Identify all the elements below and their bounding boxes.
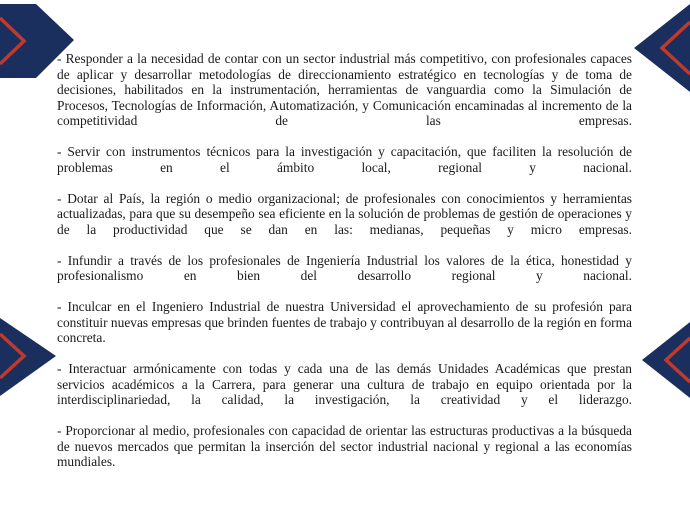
paragraph-new-markets: - Proporcionar al medio, profesionales con capacidad de orientar las estructuras productivas a la búsqueda de nuevos mercados que permitan la inserción del sector industrial nacional y regional a las economías mundiales.	[57, 423, 632, 469]
paragraph-values: - Infundir a través de los profesionales de Ingeniería Industrial los valores de la ética, honestidad y profesionalismo en bien del desarrollo regional y nacional.	[57, 252, 632, 283]
paragraph-new-companies: - Inculcar en el Ingeniero Industrial de nuestra Universidad el aprovechamiento de su profesión para constituir nuevas empresas que brinden fuentes de trabajo y contribuyan al desarrollo de la región en forma concreta.	[57, 299, 632, 345]
chevron-top-right-decoration	[632, 0, 690, 96]
objectives-text	[57, 51, 632, 485]
chevron-mid-right-decoration	[640, 320, 690, 400]
paragraph-technical-instruments: - Servir con instrumentos técnicos para la investigación y capacitación, que faciliten la resolución de problemas en el ámbito local, regional y nacional.	[57, 144, 632, 175]
paragraph-academic-units: - Interactuar armónicamente con todas y cada una de las demás Unidades Académicas que prestan servicios académicos a la Carrera, para generar una cultura de trabajo en equipo orientada por la interdisciplinariedad, la calidad, la investigación, la creatividad y el liderazgo.	[57, 361, 632, 407]
paragraph-competitive-sector: - Responder a la necesidad de contar con un sector industrial más competitivo, con profesionales capaces de aplicar y desarrollar metodologías de direccionamiento estratégico en tecnologías y de toma de decisiones, habilitados en la instrumentación, herramientas de vanguardia como la Simulación de Procesos, Tecnologías de Información, Automatización, y Comunicación encaminadas al incremento de la competitividad de las empresas.	[57, 51, 632, 128]
chevron-mid-left-decoration	[0, 316, 58, 398]
paragraph-provide-professionals: - Dotar al País, la región o medio organizacional; de profesionales con conocimientos y herramientas actualizadas, para que su desempeño sea eficiente en la solución de problemas de gestión de operaciones y de la productividad que se dan en las: medianas, pequeñas y micro empresas.	[57, 190, 632, 237]
